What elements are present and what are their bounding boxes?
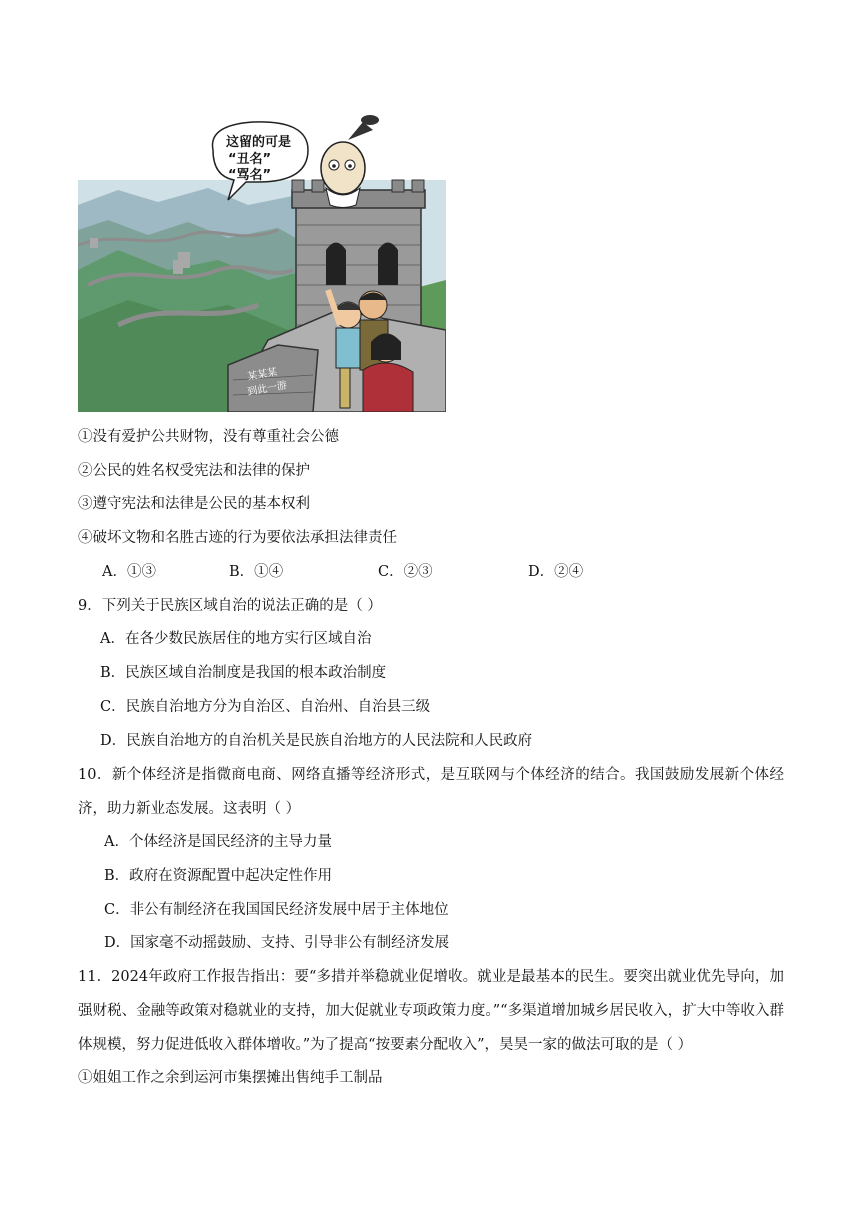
q10-option-b: B．政府在资源配置中起决定性作用 <box>104 868 333 884</box>
q8-statement-2: ②公民的姓名权受宪法和法律的保护 <box>78 463 310 479</box>
speech-line-2: “丑名” <box>228 152 272 167</box>
great-wall-cartoon <box>78 110 446 412</box>
speech-line-3: “骂名” <box>228 168 272 183</box>
q8-statement-1: ①没有爱护公共财物，没有尊重社会公德 <box>78 429 339 445</box>
q9-option-c: C．民族自治地方分为自治区、自治州、自治县三级 <box>100 699 431 715</box>
q9-option-a: A．在各少数民族居住的地方实行区域自治 <box>100 631 372 647</box>
q10-option-d: D．国家毫不动摇鼓励、支持、引导非公有制经济发展 <box>104 935 450 951</box>
graffiti-line-2: 到此一游 <box>246 380 288 398</box>
q10-option-c: C．非公有制经济在我国国民经济发展中居于主体地位 <box>104 902 449 918</box>
q10-stem: 10．新个体经济是指微商电商、网络直播等经济形式，是互联网与个体经济的结合。我国鼓励发展新个体经济，助力新业态发展。这表明（ ） <box>78 767 784 817</box>
q8-statement-4: ④破坏文物和名胜古迹的行为要依法承担法律责任 <box>78 530 397 546</box>
q11-stem: 11．2024年政府工作报告指出：要“多措并举稳就业促增收。就业是最基本的民生。要突出就业优先导向，加强财税、金融等政策对稳就业的支持，加大促就业专项政策力度。”“多渠道增加城乡居民收入，扩大中等收入群体规模，努力促进低收入群体增收。”为了提高“按要素分配收入”，昊昊一家的做法可取的是（ ） <box>78 969 784 1053</box>
q11-statement-1: ①姐姐工作之余到运河市集摆摊出售纯手工制品 <box>78 1070 383 1086</box>
q8-option-c: C．②③ <box>378 564 433 580</box>
q10-option-a: A．个体经济是国民经济的主导力量 <box>104 834 332 850</box>
q8-option-b: B．①④ <box>229 564 284 580</box>
q9-stem: 9．下列关于民族区域自治的说法正确的是（ ） <box>78 598 382 614</box>
q8-option-d: D．②④ <box>528 564 584 580</box>
speech-line-1: 这留的可是 <box>226 135 292 150</box>
q9-option-d: D．民族自治地方的自治机关是民族自治地方的人民法院和人民政府 <box>100 733 533 749</box>
q8-statement-3: ③遵守宪法和法律是公民的基本权利 <box>78 496 310 512</box>
q9-option-b: B．民族区域自治制度是我国的根本政治制度 <box>100 665 387 681</box>
q8-option-a: A．①③ <box>102 564 156 580</box>
graffiti-line-1: 某某某 <box>246 366 279 383</box>
